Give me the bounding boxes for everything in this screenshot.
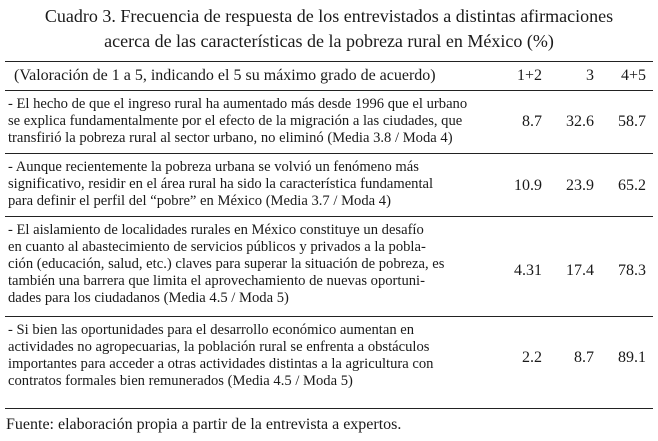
header-col-4-5: 4+5 xyxy=(620,67,646,84)
statement-text xyxy=(8,96,508,147)
statement-line: importantes para acceder a otras actividades distintas a la agricultura con xyxy=(8,356,434,372)
value-3: 8.7 xyxy=(574,349,594,366)
table-caption xyxy=(0,4,658,54)
row-rule xyxy=(5,216,653,217)
statement-line: para definir el perfil del “pobre” en México (Media 3.7 / Moda 4) xyxy=(8,193,391,209)
table-row xyxy=(0,220,658,314)
value-3: 32.6 xyxy=(566,113,594,130)
statement-line: también una barrera que limita el aprovechamiento de nuevas oportuni- xyxy=(8,273,425,289)
value-4-5: 78.3 xyxy=(618,262,646,279)
statement-line: actividades no agropecuarias, la población rural se enfrenta a obstáculos xyxy=(8,339,430,355)
header-col-3: 3 xyxy=(586,67,594,84)
statement-line: transfirió la pobreza rural al sector urbano, no eliminó (Media 3.8 / Moda 4) xyxy=(8,130,453,146)
statement-line: en cuanto al abastecimiento de servicios públicos y privados a la pobla- xyxy=(8,239,426,255)
statement-line: - Si bien las oportunidades para el desarrollo económico aumentan en xyxy=(8,322,415,338)
value-1-2: 8.7 xyxy=(522,113,542,130)
statement-line: - Aunque recientemente la pobreza urbana se volvió un fenómeno más xyxy=(8,159,419,175)
caption-line-2: acerca de las características de la pobreza rural en México (%) xyxy=(104,31,554,51)
header-rule xyxy=(5,90,653,91)
value-3: 17.4 xyxy=(566,262,594,279)
value-3: 23.9 xyxy=(566,177,594,194)
statement-line: se explica fundamentalmente por el efecto de la migración a las ciudades, que xyxy=(8,113,463,129)
table-row xyxy=(0,320,658,404)
value-1-2: 2.2 xyxy=(522,349,542,366)
statement-text xyxy=(8,159,508,210)
statement-line: - El aislamiento de localidades rurales en México constituye un desafío xyxy=(8,222,424,238)
table-row xyxy=(0,157,658,214)
statement-text xyxy=(8,222,508,307)
value-1-2: 4.31 xyxy=(514,262,542,279)
statement-line: significativo, residir en el área rural ha sido la característica fundamental xyxy=(8,176,434,192)
row-rule xyxy=(5,153,653,154)
statement-line: ción (educación, salud, etc.) claves para superar la situación de pobreza, es xyxy=(8,256,445,272)
statement-line: - El hecho de que el ingreso rural ha aumentado más desde 1996 que el urbano xyxy=(8,96,468,112)
table-row xyxy=(0,94,658,151)
bottom-rule xyxy=(5,408,653,409)
source-note: Fuente: elaboración propia a partir de la entrevista a expertos. xyxy=(6,416,402,433)
value-1-2: 10.9 xyxy=(514,177,542,194)
caption-line-1: Cuadro 3. Frecuencia de respuesta de los entrevistados a distintas afirmaciones xyxy=(44,6,614,26)
header-scale-label: (Valoración de 1 a 5, indicando el 5 su máximo grado de acuerdo) xyxy=(14,67,436,84)
row-rule xyxy=(5,316,653,317)
statement-line: dades para los ciudadanos (Media 4.5 / Moda 5) xyxy=(8,290,289,306)
value-4-5: 65.2 xyxy=(618,177,646,194)
statement-line: contratos formales bien remunerados (Media 4.5 / Moda 5) xyxy=(8,373,353,389)
header-col-1-2: 1+2 xyxy=(516,67,542,84)
top-rule xyxy=(5,61,653,62)
value-4-5: 58.7 xyxy=(618,113,646,130)
statement-text xyxy=(8,322,508,390)
value-4-5: 89.1 xyxy=(618,349,646,366)
